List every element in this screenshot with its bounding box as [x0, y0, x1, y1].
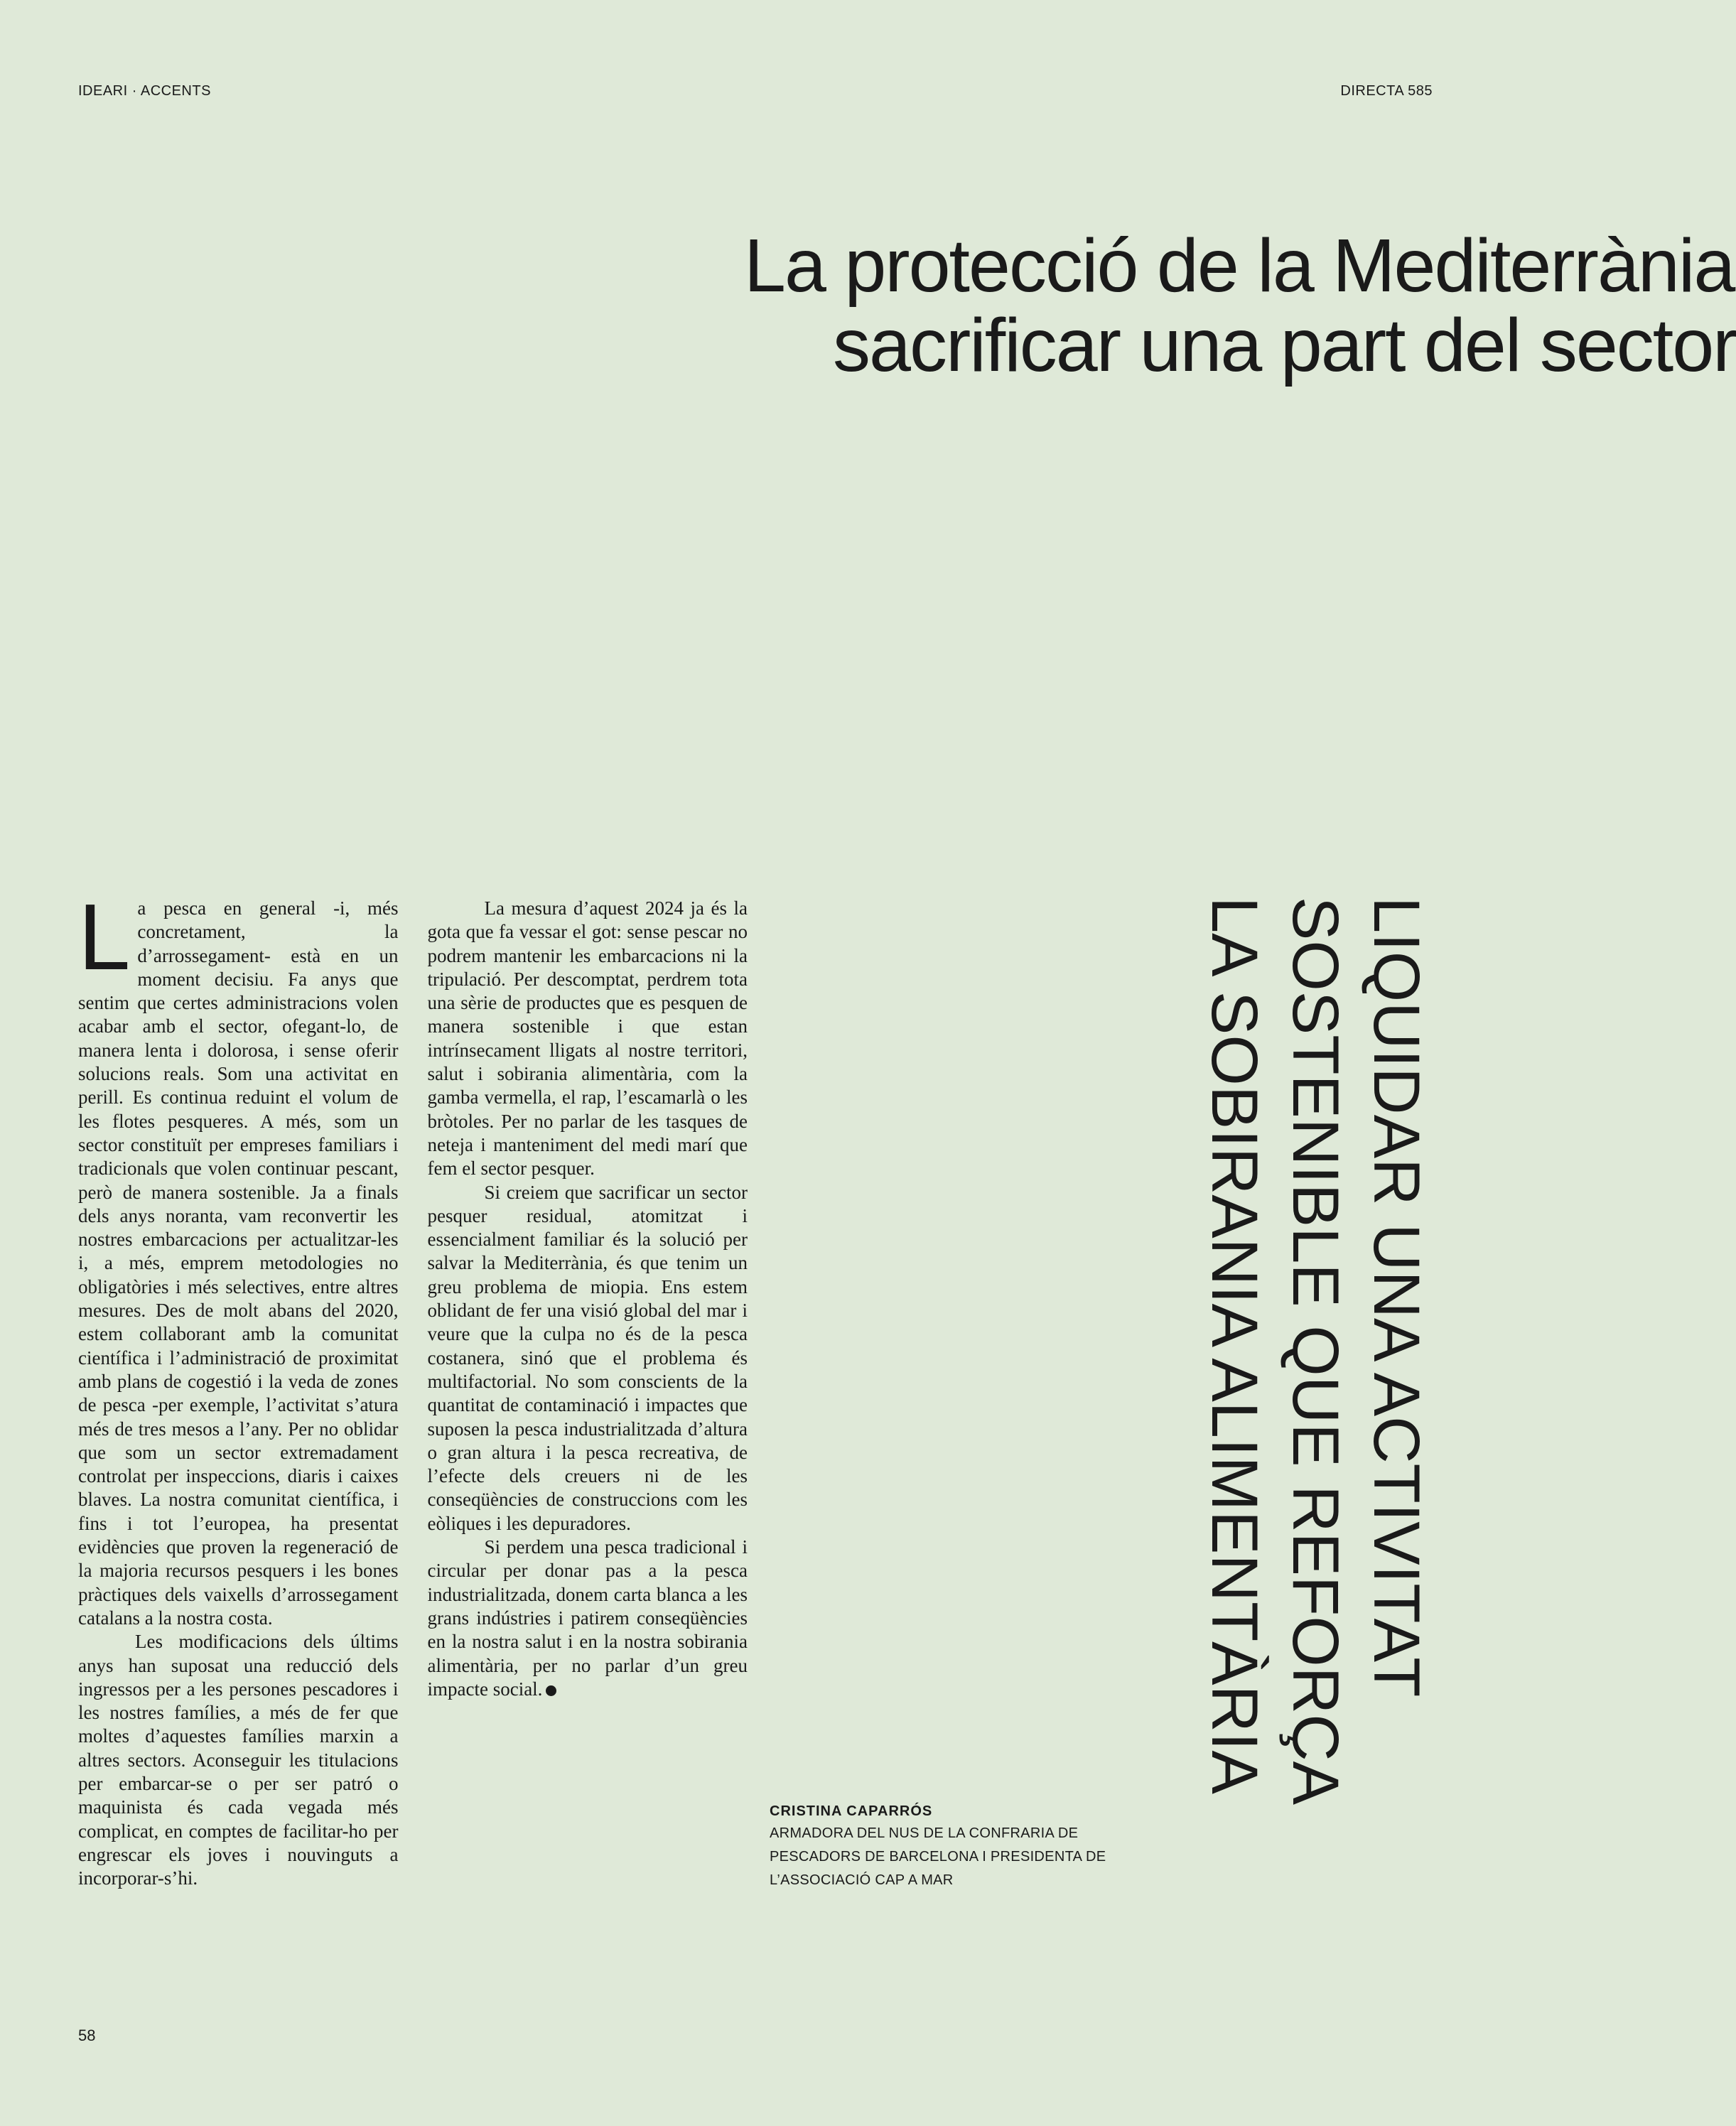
author-name: CRISTINA CAPARRÓS	[770, 1803, 933, 1819]
headline	[0, 224, 1736, 389]
pull-quote-line-2: SOSTENIBLE QUE REFORÇA	[1279, 897, 1352, 1806]
author-byline	[770, 1801, 1125, 1892]
issue-label: DIRECTA 585	[1340, 83, 1433, 99]
pull-quote	[1195, 897, 1437, 1927]
article-body	[78, 885, 748, 1899]
end-of-article-mark	[546, 1685, 556, 1696]
author-role: ARMADORA DEL NUS DE LA CONFRARIA DE PESCADORS DE BARCELONA I PRESIDENTA DE L’ASSOCIACIÓ CAP A MAR	[770, 1825, 1106, 1888]
headline-line-1: La protecció de la Mediterrània	[744, 224, 1735, 308]
article-paragraph: Les modificacions dels últims anys han suposat una reducció dels ingressos per a les persones pescadores i les nostres famílies, a més de fer que moltes d’aquestes famílies marxin a altres sectors. Aconseguir les titulacions per embarcar-se o per ser patró o maquinista és cada vegada més complicat, en comptes de facilitar-ho per engrescar els joves i nouvinguts a incorporar-s’hi.	[78, 1631, 399, 1889]
paragraph-text: a pesca en general -i, més concretament, la d’arrossegament- està en un moment decisiu. Fa anys que sentim que certes administracions volen acabar amb el sector, ofegant-lo, de manera lenta i dolorosa, i sense oferir solucions reals. Som una activitat en perill. Es continua reduint el volum de les flotes pesqueres. A més, som un sector constituït per empreses familiars i tradicionals que volen continuar pescant, però de manera sostenible. Ja a finals dels anys noranta, vam reconvertir les nostres embarcacions per actualitzar-les i, a més, emprem metodologies no obligatòries i més selectives, entre altres mesures. Des de molt abans del 2020, estem collaborant amb la comunitat científica i l’administració de proximitat amb plans de cogestió i la veda de zones de pesca -per exemple, l’activitat s’atura més de tres mesos a l’any. Per no oblidar que som un sector extremadament controlat per inspeccions, diaris i caixes blaves. La nostra comunitat científica, i fins i tot l’europea, ha presentat evidències que proven la regeneració de la majoria recursos pesquers i les bones pràctiques dels vaixells d’arrossegament catalans a la nostra costa.	[78, 897, 399, 1629]
page-number: 58	[78, 2027, 96, 2044]
article-paragraph: Si creiem que sacrificar un sector pesquer residual, atomitzat i essencialment familiar és la solució per salvar la Mediterrània, és que tenim un greu problema de miopia. Ens estem oblidant de fer una visió global del mar i veure que la culpa no és de la pesca costanera, sinó que el problema és multifactorial. No som conscients de la quantitat de contaminació i impactes que suposen la pesca industrialitzada d’altura o gran altura i la pesca recreativa, de l’efecte dels creuers ni de les conseqüències de construccions com les eòliques i les depuradores.	[427, 1181, 748, 1534]
section-label: IDEARI · ACCENTS	[78, 83, 211, 99]
drop-cap: L	[78, 885, 131, 989]
article-paragraph	[428, 1536, 748, 1701]
pull-quote-line-3: LA SOBIRANIA ALIMENTÀRIA	[1198, 897, 1271, 1794]
headline-line-2: sacrificar una part del sector	[833, 303, 1736, 387]
pull-quote-line-1: LIQUIDAR UNA ACTIVITAT	[1360, 897, 1433, 1698]
paragraph-text: Si perdem una pesca tradicional i circular per donar pas a la pesca industrialitzada, donem carta blanca a les grans indústries i patirem conseqüències en la nostra salut i en la nostra sobirania alimentària, per no parlar d’un greu impacte social.	[427, 1536, 748, 1700]
article-paragraph	[78, 885, 399, 1630]
article-paragraph: La mesura d’aquest 2024 ja és la gota que fa vessar el got: sense pescar no podrem mantenir les embarcacions ni la tripulació. Per descomptat, perdrem tota una sèrie de productes que es pesquen de manera sostenible i que estan intrínsecament lligats al nostre territori, salut i sobirania alimentària, com la gamba vermella, el rap, l’escamarlà o les bròtoles. Per no parlar de les tasques de neteja i manteniment del medi marí que fem el sector pesquer.	[427, 897, 748, 1180]
